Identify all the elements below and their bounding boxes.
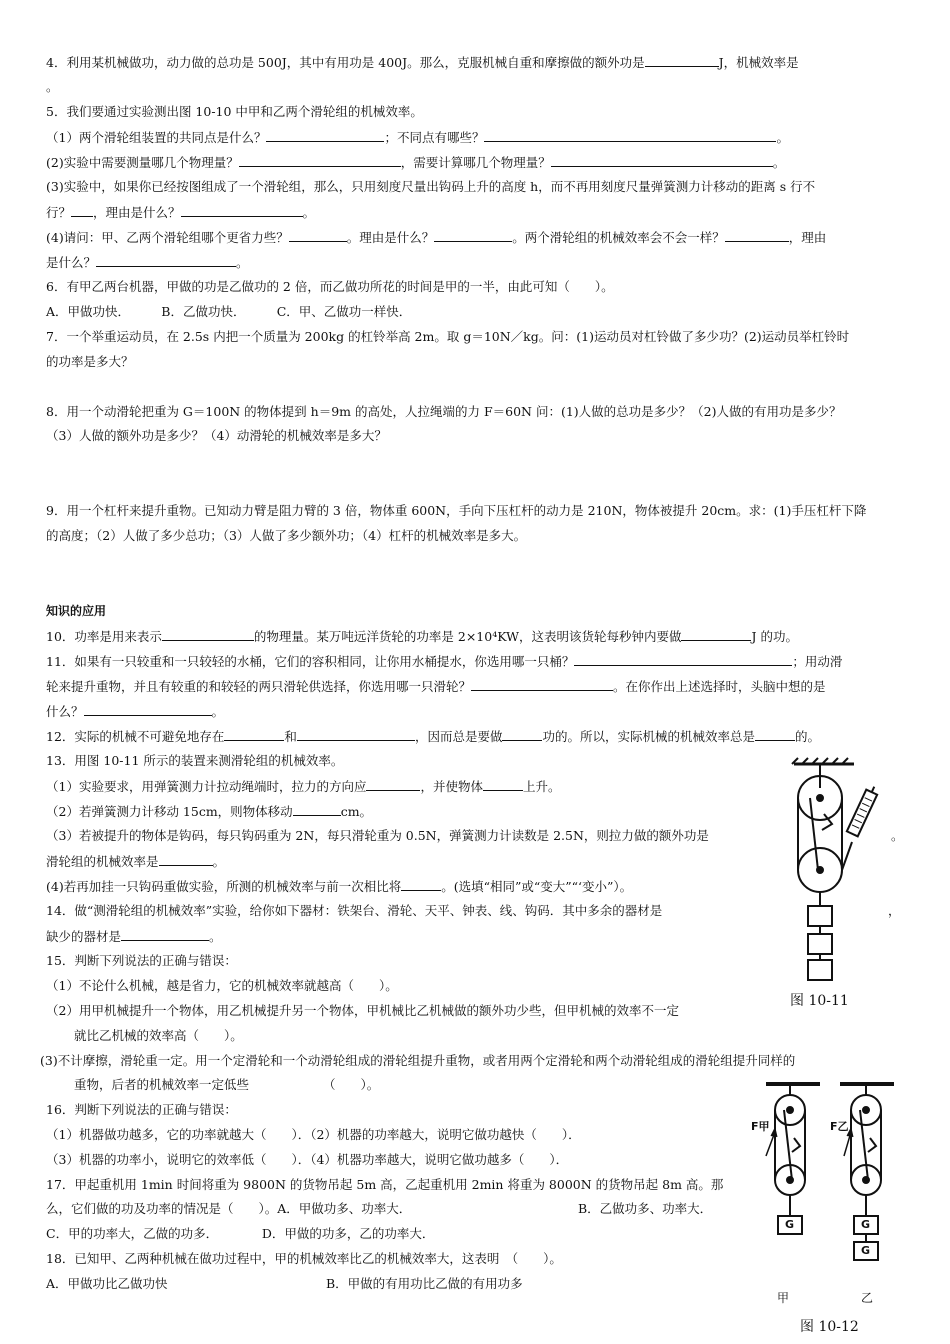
q17-line-1: 17．甲起重机用 1min 时间将重为 9800N 的货物吊起 5m 高，乙起重机用 2min 将重为 8000N 的货物吊起 8m 高。那 <box>46 1177 724 1192</box>
q15-part3-cont: 重物，后者的机械效率一定低些 （ ）。 <box>74 1077 380 1092</box>
section-heading: 知识的应用 <box>46 604 107 618</box>
q5-blank-8[interactable] <box>434 228 512 242</box>
q12-blank-2[interactable] <box>297 727 415 741</box>
q14-line-1-end: ， <box>888 903 901 918</box>
q16-line-2: （3）机器的功率小，说明它的效率低（ ）．（4）机器功率越大，说明它做功越多（ ）． <box>46 1152 569 1167</box>
q17-line-2: 么，它们做的功及功率的情况是（ ）。A．甲做功多、功率大． <box>46 1201 412 1216</box>
q13-part1: （1）实验要求，用弹簧测力计拉动绳端时，拉力的方向应 ，并使物体 上升。 <box>46 779 561 794</box>
q5-blank-5[interactable] <box>71 203 93 217</box>
q10-blank-2[interactable] <box>681 627 751 641</box>
q5-part2: (2)实验中需要测量哪几个物理量？ ，需要计算哪几个物理量？ 。 <box>46 155 786 170</box>
force-label-yi: F乙 <box>830 1120 849 1133</box>
q13-blank-2[interactable] <box>483 777 523 791</box>
q13-blank-5[interactable] <box>401 877 441 891</box>
q5-blank-7[interactable] <box>289 228 347 242</box>
q9-line-2: 的高度；（2）人做了多少总功；（3）人做了多少额外功；（4）杠杆的机械效率是多大。 <box>46 528 527 543</box>
q13-blank-4[interactable] <box>159 852 213 866</box>
q15-part2-cont: 就比乙机械的效率高（ ）。 <box>74 1028 243 1043</box>
q13-title: 13．用图 10-11 所示的装置来测滑轮组的机械效率。 <box>46 753 344 768</box>
q14-blank[interactable] <box>121 927 209 941</box>
q5-part3-cont: 行？ ，理由是什么？ 。 <box>46 205 316 220</box>
q4-line-2: 。 <box>46 79 59 94</box>
q13-blank-1[interactable] <box>366 777 420 791</box>
q13-part4: (4)若再加挂一只钩码重做实验，所测的机械效率与前一次相比将 。(选填“相同”或“变大”“‘变小”）。 <box>46 879 633 894</box>
figure-10-11-caption: 图 10-11 <box>790 993 849 1009</box>
q15-part2: （2）用甲机械提升一个物体，用乙机械提升另一个物体，甲机械比乙机械做的额外功少些，但甲机械的效率不一定 <box>46 1003 679 1018</box>
q6-question: 6．有甲乙两台机器，甲做的功是乙做功的 2 倍，而乙做功所花的时间是甲的一半，由此可知（ ）。 <box>46 279 614 294</box>
q9-line-1: 9．用一个杠杆来提升重物。已知动力臂是阻力臂的 3 倍，物体重 600N，手向下压杠杆的动力是 210N，物体被提升 20cm。求：(1)手压杠杆下降 <box>46 503 867 518</box>
q7-line-2: 的功率是多大？ <box>46 354 134 369</box>
q5-part1: （1）两个滑轮组装置的共同点是什么？ ；不同点有哪些？ 。 <box>46 130 789 145</box>
q11-blank-2[interactable] <box>471 677 613 691</box>
q8-line-1: 8．用一个动滑轮把重为 G＝100N 的物体提到 h＝9m 的高处，人拉绳端的力 F＝60N 问：(1)人做的总功是多少？（2)人做的有用功是多少？ <box>46 404 842 419</box>
q5-blank-10[interactable] <box>96 253 236 267</box>
q5-blank-2[interactable] <box>484 128 776 142</box>
q17-line-3: C．甲的功率大，乙做的功多． D．甲做的功多，乙的功率大． <box>46 1226 435 1241</box>
q5-blank-9[interactable] <box>725 228 789 242</box>
q17-option-b: B．乙做功多、功率大． <box>578 1201 713 1216</box>
q18-line-1: 18．已知甲、乙两种机械在做功过程中，甲的机械效率比乙的机械效率大，这表明 （ ）。 <box>46 1251 562 1266</box>
q16-title: 16．判断下列说法的正确与错误： <box>46 1102 237 1117</box>
q11-blank-3[interactable] <box>84 702 212 716</box>
q12-blank-4[interactable] <box>755 727 795 741</box>
q5-blank-4[interactable] <box>551 153 773 167</box>
q14-line-2: 缺少的器材是 。 <box>46 929 222 944</box>
q10-blank-1[interactable] <box>162 627 254 641</box>
q11-line-1: 11．如果有一只较重和一只较轻的水桶，它们的容积相同，让你用水桶提水，你选用哪一只桶？ ；用动滑 <box>46 654 843 669</box>
q13-part2: （2）若弹簧测力计移动 15cm，则物体移动 cm。 <box>46 804 373 819</box>
q15-part3: (3)不计摩擦，滑轮重一定。用一个定滑轮和一个动滑轮组成的滑轮组提升重物，或者用两个定滑轮和两个动滑轮组成的滑轮组提升同样的 <box>40 1053 796 1068</box>
q12-blank-1[interactable] <box>224 727 284 741</box>
load-label-yi-2: G <box>861 1244 871 1257</box>
q11-line-2: 轮来提升重物，并且有较重的和较轻的两只滑轮供选择，你选用哪一只滑轮？ 。在你作出上述选择时，头脑中想的是 <box>46 679 826 694</box>
figure-10-12 <box>762 1080 912 1280</box>
q5-title: 5．我们要通过实验测出图 10-10 中甲和乙两个滑轮组的机械效率。 <box>46 104 423 119</box>
figure-10-12-label-yi: 乙 <box>861 1291 874 1305</box>
q13-part3-cont: 滑轮组的机械效率是 。 <box>46 854 226 869</box>
figure-10-11 <box>780 758 880 983</box>
q15-part1: （1）不论什么机械，越是省力，它的机械效率就越高（ ）。 <box>46 978 398 993</box>
q6-options: A．甲做功快． B．乙做功快． C．甲、乙做功一样快． <box>46 304 412 319</box>
q18-option-a: A．甲做功比乙做功快 <box>46 1276 168 1291</box>
q8-line-2: （3）人做的额外功是多少？（4）动滑轮的机械效率是多大？ <box>46 428 387 443</box>
q4-line: 4．利用某机械做功，动力做的总功是 500J，其中有用功是 400J。那么，克服机械自重和摩擦做的额外功是 J，机械效率是 <box>46 55 799 70</box>
q14-line-1: 14．做“测滑轮组的机械效率”实验，给你如下器材：铁架台、滑轮、天平、钟表、线、钩码．其中多余的器材是 <box>46 903 663 918</box>
q5-part4-cont: 是什么？ 。 <box>46 255 249 270</box>
q5-part3: (3)实验中，如果你已经按图组成了一个滑轮组，那么，只用刻度尺量出钩码上升的高度 h，而不再用刻度尺量弹簧测力计移动的距离 s 行不 <box>46 179 816 194</box>
figure-10-12-caption: 图 10-12 <box>800 1319 859 1335</box>
q11-line-3: 什么？ 。 <box>46 704 225 719</box>
q11-blank-1[interactable] <box>574 652 792 666</box>
q16-line-1: （1）机器做功越多，它的功率就越大（ ）．（2）机器的功率越大，说明它做功越快（ ）． <box>46 1127 581 1142</box>
force-label-jia: F甲 <box>751 1120 770 1133</box>
q5-blank-3[interactable] <box>239 153 401 167</box>
q13-part3-end: 。 <box>891 828 904 843</box>
q12-line: 12．实际的机械不可避免地存在 和 ，因而总是要做 功的。所以，实际机械的机械效率总是 的。 <box>46 729 820 744</box>
q13-part3: （3）若被提升的物体是钩码，每只钩码重为 2N，每只滑轮重为 0.5N，弹簧测力计读数是 2.5N，则拉力做的额外功是 <box>46 828 709 843</box>
q10-line: 10．功率是用来表示 的物理量。某万吨远洋货轮的功率是 2×10⁴KW，这表明该货轮每秒钟内要做 J 的功。 <box>46 629 798 644</box>
figure-10-12-label-jia: 甲 <box>777 1291 790 1305</box>
q7-line-1: 7．一个举重运动员，在 2.5s 内把一个质量为 200kg 的杠铃举高 2m。取 g＝10N／kg。问：(1)运动员对杠铃做了多少功？(2)运动员举杠铃时 <box>46 329 850 344</box>
load-label-yi-1: G <box>861 1218 871 1231</box>
q18-option-b: B．甲做的有用功比乙做的有用功多 <box>326 1276 523 1291</box>
q5-part4: (4)请问：甲、乙两个滑轮组哪个更省力些？ 。理由是什么？ 。两个滑轮组的机械效率会不会一样？ ，理由 <box>46 230 827 245</box>
q15-title: 15．判断下列说法的正确与错误： <box>46 953 237 968</box>
q5-blank-1[interactable] <box>266 128 384 142</box>
q4-blank-extra-work[interactable] <box>645 53 719 67</box>
q13-blank-3[interactable] <box>293 802 341 816</box>
q5-blank-6[interactable] <box>181 203 303 217</box>
load-label-jia: G <box>785 1218 795 1231</box>
q12-blank-3[interactable] <box>502 727 542 741</box>
